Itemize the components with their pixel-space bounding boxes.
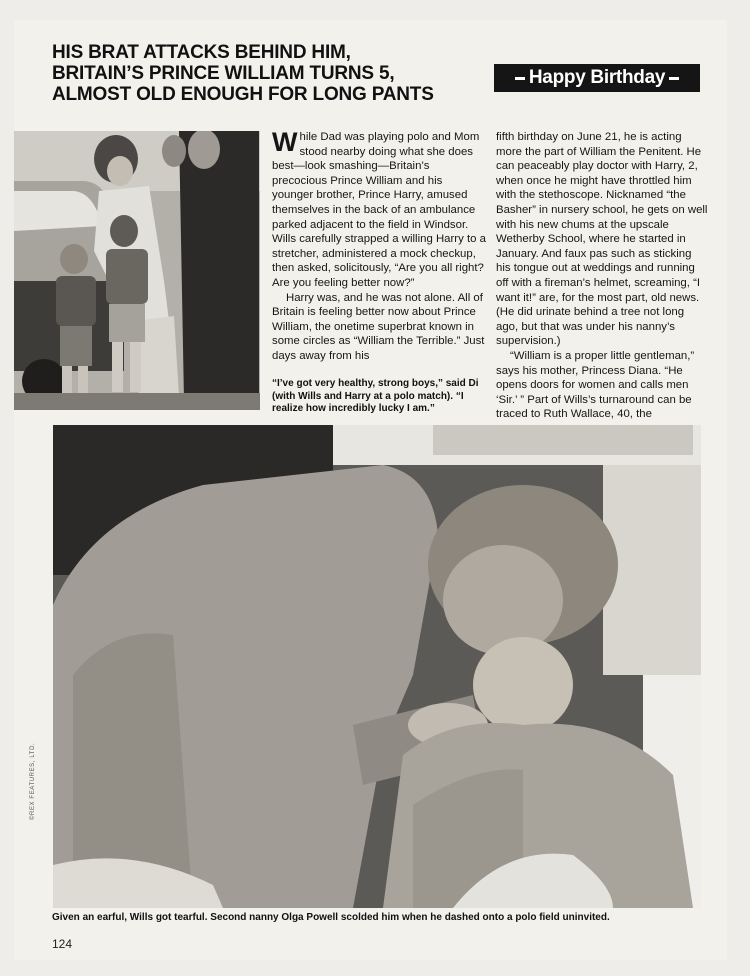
drop-cap: W	[272, 127, 298, 157]
polo-match-photo	[14, 131, 260, 410]
article-paragraph: “William is a proper little gentleman,” says his mother, Princess Diana. “He opens doors for women and calls men ‘Sir.’ ” Part of Wills’s turnaround can be traced to Ruth Wallace, 40, the	[496, 349, 695, 421]
page-number: 124	[52, 937, 73, 951]
nanny-scolding-illustration	[53, 425, 701, 908]
section-banner	[494, 64, 700, 92]
photo-credit: ©REX FEATURES, LTD.	[30, 742, 36, 820]
photo-caption-bottom: Given an earful, Wills got tearful. Second nanny Olga Powell scolded him when he dashed onto a polo field uninvited.	[52, 912, 610, 923]
banner-label: Happy Birthday	[528, 67, 666, 88]
article-paragraph: fifth birthday on June 21, he is acting more the part of William the Penitent. He can peaceably play doctor with Harry, 2, when once he might have throttled him with the stethoscope. Nicknamed “the Basher” in nursery school, he gets on well with his new chums at the upscale Wetherby School, where he started in January. And faux pas such as sticking his tongue out at weddings and running off with a fireman’s helmet, screaming, “I want it!” are, for the most part, old news. (He did urinate behind a tree not long ago, but that was under his nanny’s supervision.)	[496, 131, 708, 348]
article-column-2	[496, 130, 708, 422]
article-paragraph: Harry was, and he was not alone. All of Britain is feeling better now about Prince William, the onetime superbrat known in some circles as “William the Terrible.” Just days away from his	[272, 291, 485, 362]
nanny-scolding-photo	[53, 425, 701, 908]
polo-match-illustration	[14, 131, 260, 410]
headline-line: BRITAIN’S PRINCE WILLIAM TURNS 5,	[52, 63, 395, 84]
headline-line: ALMOST OLD ENOUGH FOR LONG PANTS	[52, 84, 434, 105]
photo-caption-top: “I’ve got very healthy, strong boys,” said Di (with Wills and Harry at a polo match). “I realize how incredibly lucky I am.”	[272, 378, 479, 414]
headline-line: HIS BRAT ATTACKS BEHIND HIM,	[52, 42, 351, 63]
article-column-1	[272, 127, 486, 364]
headline	[52, 42, 492, 105]
article-paragraph: hile Dad was playing polo and Mom stood nearby doing what she does best—look smashing—Britain’s precocious Prince William and his younger brother, Prince Harry, amused themselves in the back of an ambulance parked adjacent to the field in Windsor. Wills carefully strapped a willing Harry to a stretcher, administered a mock checkup, then asked, solicitously, “Are you all right? Are you feeling better now?”	[272, 131, 486, 289]
banner-rule-right	[669, 77, 679, 80]
banner-rule-left	[515, 77, 525, 80]
